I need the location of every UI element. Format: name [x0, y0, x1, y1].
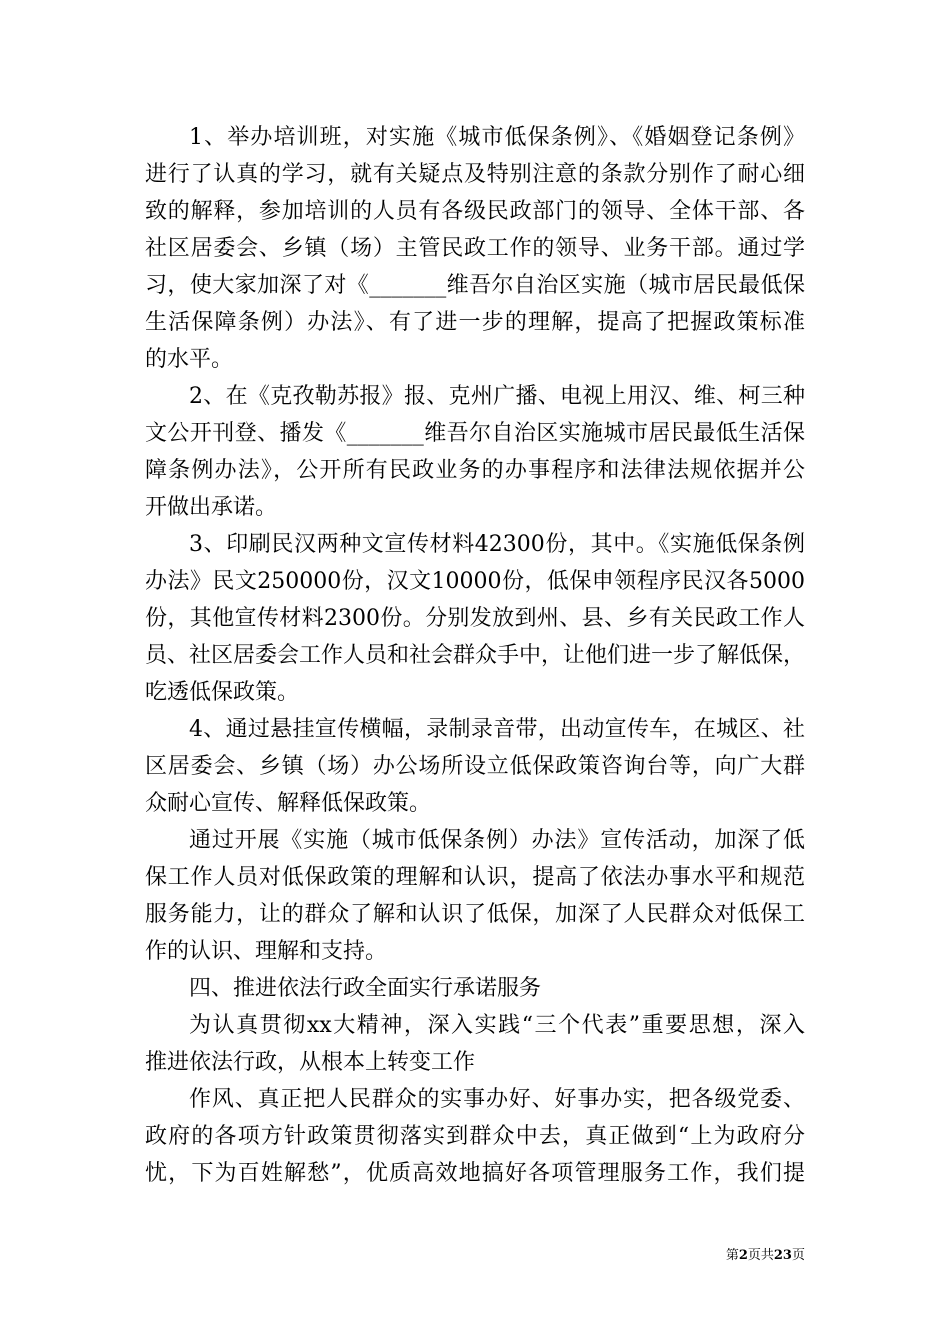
- section-heading: [145, 970, 805, 1007]
- paragraph: [145, 526, 805, 711]
- paragraph-line: 办法》民文250000份，汉文10000份，低保申领程序民汉各5000: [145, 569, 805, 594]
- paragraph-line: 为认真贯彻xx大精神，深入实践“三个代表”重要思想，深入: [189, 1013, 805, 1038]
- paragraph-line: 员、社区居委会工作人员和社会群众手中，让他们进一步了解低保，: [145, 643, 806, 668]
- footer-mid: 页共: [747, 1248, 774, 1263]
- footer-prefix: 第: [725, 1248, 739, 1263]
- paragraph-line: 习，使大家加深了对《_______维吾尔自治区实施（城市居民最低保: [145, 273, 805, 298]
- paragraph-line: 进行了认真的学习，就有关疑点及特别注意的条款分别作了耐心细: [145, 162, 805, 187]
- paragraph-line: 四、推进依法行政全面实行承诺服务: [189, 976, 542, 1001]
- paragraph-line: 4、通过悬挂宣传横幅，录制录音带，出动宣传车，在城区、社: [189, 717, 805, 742]
- paragraph-line: 社区居委会、乡镇（场）主管民政工作的领导、业务干部。通过学: [145, 236, 805, 261]
- paragraph-line: 众耐心宣传、解释低保政策。: [145, 791, 432, 816]
- document-body: [145, 119, 805, 1192]
- footer-total-pages: 23: [773, 1248, 792, 1263]
- paragraph-line: 作风、真正把人民群众的实事办好、好事办实，把各级党委、: [189, 1087, 805, 1112]
- paragraph-line: 通过开展《实施（城市低保条例）办法》宣传活动，加深了低: [189, 828, 805, 853]
- paragraph-line: 障条例办法》，公开所有民政业务的办事程序和法律法规依据并公: [145, 458, 805, 483]
- paragraph: [145, 119, 805, 378]
- footer-page-number: 2: [738, 1248, 748, 1263]
- paragraph-line: 2、在《克孜勒苏报》报、克州广播、电视上用汉、维、柯三种: [189, 384, 805, 409]
- paragraph: [145, 378, 805, 526]
- paragraph-line: 服务能力，让的群众了解和认识了低保，加深了人民群众对低保工: [145, 902, 805, 927]
- paragraph-line: 区居委会、乡镇（场）办公场所设立低保政策咨询台等，向广大群: [145, 754, 805, 779]
- paragraph: [145, 1081, 805, 1192]
- paragraph: [145, 822, 805, 970]
- page-footer: [726, 1247, 805, 1265]
- paragraph-line: 份，其他宣传材料2300份。分别发放到州、县、乡有关民政工作人: [145, 606, 805, 631]
- paragraph-line: 开做出承诺。: [145, 495, 278, 520]
- paragraph-line: 的水平。: [145, 347, 234, 372]
- paragraph-line: 作的认识、理解和支持。: [145, 939, 388, 964]
- paragraph-line: 政府的各项方针政策贯彻落实到群众中去，真正做到“上为政府分: [145, 1124, 805, 1149]
- footer-suffix: 页: [791, 1248, 805, 1263]
- paragraph-line: 生活保障条例）办法》、有了进一步的理解，提高了把握政策标准: [145, 310, 805, 335]
- paragraph-line: 3、印刷民汉两种文宣传材料42300份，其中。《实施低保条例: [189, 532, 805, 557]
- paragraph-line: 吃透低保政策。: [145, 680, 300, 705]
- paragraph-line: 忧，下为百姓解愁”，优质高效地搞好各项管理服务工作，我们提: [145, 1161, 805, 1186]
- paragraph: [145, 1007, 805, 1081]
- paragraph-line: 文公开刊登、播发《_______维吾尔自治区实施城市居民最低生活保: [145, 421, 805, 446]
- paragraph-line: 保工作人员对低保政策的理解和认识，提高了依法办事水平和规范: [145, 865, 805, 890]
- paragraph-line: 致的解释，参加培训的人员有各级民政部门的领导、全体干部、各: [145, 199, 805, 224]
- paragraph-line: 推进依法行政，从根本上转变工作: [145, 1050, 476, 1075]
- paragraph-line: 1、举办培训班，对实施《城市低保条例》、《婚姻登记条例》: [189, 125, 805, 150]
- paragraph: [145, 711, 805, 822]
